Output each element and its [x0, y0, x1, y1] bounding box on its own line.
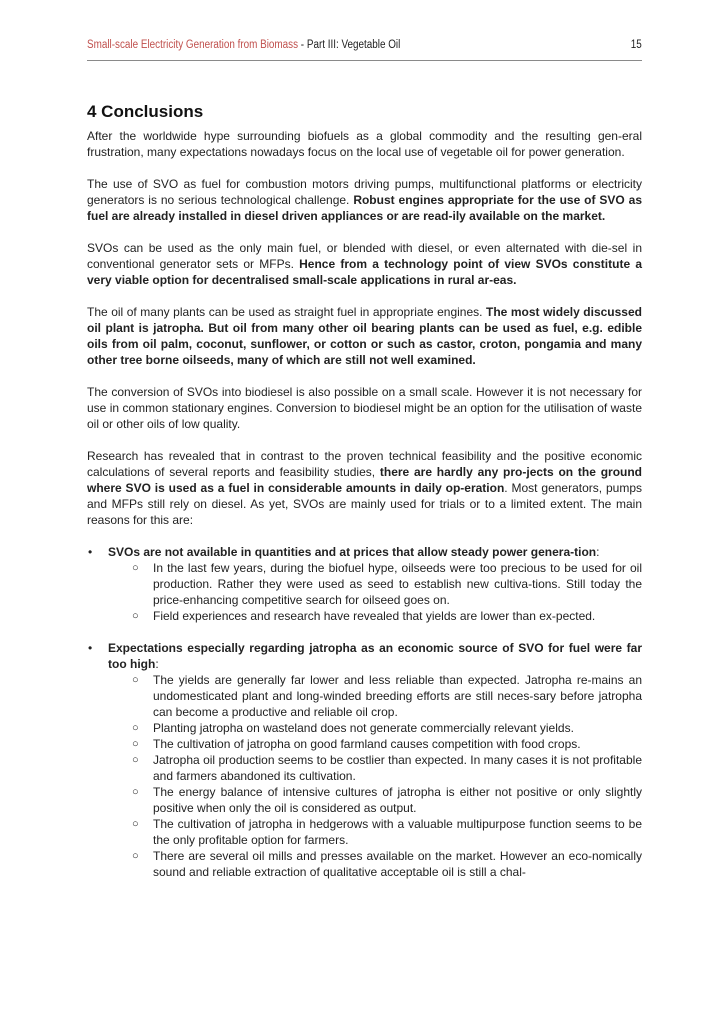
body-paragraph: [87, 304, 642, 368]
sub-list-item: [108, 560, 642, 608]
sub-item-text: Jatropha oil production seems to be costlier than expected. In many cases it is not profitable and farmers abandoned its cultivation.: [153, 753, 642, 783]
running-header: [87, 39, 642, 59]
bullet-suffix: :: [596, 545, 600, 559]
bold-text: Hence from a technology point of view SVOs constitute a very viable option for decentralised small-scale applications in rural ar-eas.: [87, 257, 643, 287]
sub-list-item: [108, 752, 642, 784]
circle-bullet-icon: ○: [132, 818, 139, 830]
sub-list: [108, 672, 642, 880]
section-heading: 4 Conclusions: [87, 102, 204, 121]
circle-bullet-icon: ○: [132, 722, 139, 734]
header-title: Small-scale Electricity Generation from Biomass: [87, 39, 299, 51]
circle-bullet-icon: ○: [132, 562, 139, 574]
circle-bullet-icon: ○: [132, 786, 139, 798]
bullet-heading: Expectations especially regarding jatropha as an economic source of SVO for fuel were far too high: [108, 641, 642, 671]
page-number: 15: [630, 39, 642, 51]
sub-list: [108, 560, 642, 624]
text: The oil of many plants can be used as straight fuel in appropriate engines.: [87, 305, 487, 319]
page-content: [87, 101, 642, 896]
sub-item-text: There are several oil mills and presses available on the market. However an eco-nomically sound and reliable extraction of qualitative acceptable oil is still a chal-: [153, 849, 642, 879]
bullet-icon: •: [88, 545, 93, 559]
sub-item-text: Planting jatropha on wasteland does not generate commercially relevant yields.: [153, 721, 574, 735]
bullet-heading: SVOs are not available in quantities and at prices that allow steady power genera-tion: [108, 545, 597, 559]
bold-text: there are hardly any pro-jects on the ground where SVO is used as a fuel in considerable amounts in daily op-eration: [87, 465, 643, 495]
circle-bullet-icon: ○: [132, 754, 139, 766]
sub-item-text: The energy balance of intensive cultures of jatropha is either not positive or only slightly positive when only the oil is considered as output.: [153, 785, 642, 815]
sub-list-item: [108, 672, 642, 720]
circle-bullet-icon: ○: [132, 738, 139, 750]
body-paragraph: [87, 384, 642, 432]
header-part: - Part III: Vegetable Oil: [298, 39, 401, 51]
sub-item-text: In the last few years, during the biofuel hype, oilseeds were too precious to be used for oil production. Rather they were used as seed to establish new cultiva-tions. Still today the price-enhancing competitive search for oilseed goes on.: [153, 561, 642, 607]
sub-item-text: The cultivation of jatropha in hedgerows with a valuable multipurpose function seems to be the only profitable option for farmers.: [153, 817, 642, 847]
reason-list: [87, 544, 642, 880]
body-paragraph: [87, 176, 642, 224]
text: The conversion of SVOs into biodiesel is also possible on a small scale. However it is not necessary for use in common stationary engines. Conversion to biodiesel might be an option for the utilisation of waste oil or other oils of low quality.: [87, 385, 642, 431]
sub-list-item: [108, 608, 642, 624]
circle-bullet-icon: ○: [132, 674, 139, 686]
bullet-item: [87, 544, 642, 624]
sub-list-item: [108, 736, 642, 752]
sub-item-text: The yields are generally far lower and less reliable than expected. Jatropha re-mains an undomesticated plant and long-winded breeding efforts are still neces-sary before jatropha can become a productive and reliable oil crop.: [153, 673, 642, 719]
body-paragraph: [87, 240, 642, 288]
bullet-icon: •: [88, 641, 93, 655]
sub-item-text: Field experiences and research have revealed that yields are lower than ex-pected.: [153, 609, 596, 623]
sub-list-item: [108, 784, 642, 816]
paragraphs: [87, 128, 642, 528]
bullet-item: [87, 640, 642, 880]
header-rule: [87, 60, 642, 61]
body-paragraph: [87, 128, 642, 160]
text: . Most generators, pumps and MFPs still rely on diesel. As yet, SVOs are mainly used for trials or to a limited extent. The main reasons for this are:: [87, 481, 642, 527]
bullet-suffix: :: [155, 657, 159, 671]
text: The use of SVO as fuel for combustion motors driving pumps, multifunctional platforms or electricity generators is no serious technological challenge.: [87, 177, 642, 207]
circle-bullet-icon: ○: [132, 610, 139, 622]
sub-list-item: [108, 816, 642, 848]
sub-item-text: The cultivation of jatropha on good farmland causes competition with food crops.: [153, 737, 581, 751]
sub-list-item: [108, 720, 642, 736]
bold-text: The most widely discussed oil plant is jatropha. But oil from many other oil bearing plants can be used as fuel, e.g. edible oils from oil palm, coconut, sunflower, or cotton or such as castor, croton, pongamia and many other tree borne oilseeds, many of which are still not well examined.: [87, 305, 642, 367]
circle-bullet-icon: ○: [132, 850, 139, 862]
bold-text: Robust engines appropriate for the use of SVO as fuel are already installed in diesel driven appliances or are read-ily available on the market.: [87, 193, 643, 223]
text: Research has revealed that in contrast to the proven technical feasibility and the positive economic calculations of several reports and feasibility studies,: [87, 449, 642, 479]
sub-list-item: [108, 848, 642, 880]
text: SVOs can be used as the only main fuel, or blended with diesel, or even alternated with die-sel in conventional generator sets or MFPs.: [87, 241, 642, 271]
text: After the worldwide hype surrounding biofuels as a global commodity and the resulting gen-eral frustration, many expectations nowadays focus on the local use of vegetable oil for power generation.: [87, 129, 642, 159]
body-paragraph: [87, 448, 642, 528]
